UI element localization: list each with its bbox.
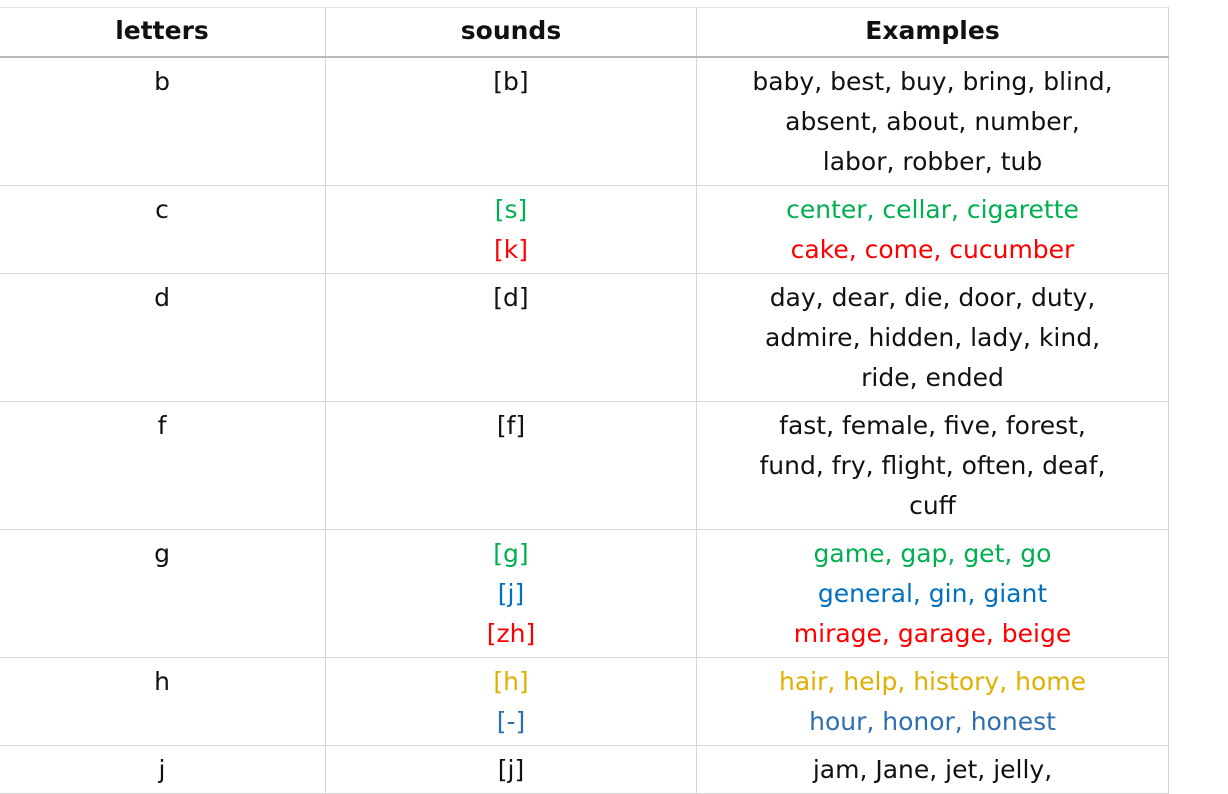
examples-cell: [697, 274, 1169, 402]
header-row: [0, 8, 1169, 58]
example-text: labor, robber, tub: [822, 147, 1043, 176]
header-examples: Examples: [697, 8, 1169, 58]
sound-text: [f]: [496, 411, 526, 440]
header-letters: letters: [0, 8, 326, 58]
table-row: [0, 658, 1169, 746]
examples-cell: [697, 658, 1169, 746]
example-text: ride, ended: [861, 363, 1004, 392]
example-text: admire, hidden, lady, kind,: [764, 323, 1101, 352]
sound-text: [d]: [493, 283, 529, 312]
examples-cell: [697, 530, 1169, 658]
example-text: baby, best, buy, bring, blind,: [752, 67, 1113, 96]
letter-cell: [0, 658, 326, 746]
example-text: general, gin, giant: [817, 579, 1048, 608]
sound-text: [s]: [494, 195, 528, 224]
letter-text: h: [154, 667, 170, 696]
table-row: [0, 274, 1169, 402]
letter-text: g: [154, 539, 170, 568]
sound-text: [j]: [497, 579, 525, 608]
sound-text: [-]: [496, 707, 526, 736]
letter-cell: [0, 274, 326, 402]
sound-text: [b]: [493, 67, 529, 96]
example-text: hair, help, history, home: [779, 667, 1086, 696]
sound-text: [j]: [497, 755, 525, 784]
table-row: [0, 402, 1169, 530]
table-row: [0, 746, 1169, 794]
letter-text: d: [154, 283, 170, 312]
example-text: mirage, garage, beige: [793, 619, 1072, 648]
examples-cell: [697, 186, 1169, 274]
letter-cell: [0, 746, 326, 794]
sound-text: [k]: [494, 235, 528, 264]
example-text: day, dear, die, door, duty,: [769, 283, 1096, 312]
letter-text: f: [157, 411, 167, 440]
table-body: [0, 57, 1169, 794]
examples-cell: [697, 57, 1169, 186]
phonics-table: [0, 7, 1169, 794]
letter-cell: [0, 402, 326, 530]
letter-cell: [0, 186, 326, 274]
example-text: cake, come, cucumber: [790, 235, 1075, 264]
table-row: [0, 57, 1169, 186]
header-sounds: sounds: [326, 8, 697, 58]
examples-cell: [697, 402, 1169, 530]
letter-text: j: [158, 755, 166, 784]
letter-text: c: [155, 195, 169, 224]
letter-text: b: [154, 67, 170, 96]
table-row: [0, 530, 1169, 658]
examples-cell: [697, 746, 1169, 794]
example-text: fund, fry, flight, often, deaf,: [759, 451, 1106, 480]
example-text: absent, about, number,: [785, 107, 1080, 136]
sound-text: [h]: [493, 667, 529, 696]
example-text: fast, female, five, forest,: [779, 411, 1086, 440]
letter-cell: [0, 530, 326, 658]
letter-cell: [0, 57, 326, 186]
example-text: hour, honor, honest: [809, 707, 1056, 736]
sound-text: [zh]: [486, 619, 536, 648]
example-text: jam, Jane, jet, jelly,: [812, 755, 1053, 784]
table-header: [0, 8, 1169, 58]
example-text: game, gap, get, go: [813, 539, 1052, 568]
sound-text: [g]: [493, 539, 529, 568]
example-text: cuff: [909, 491, 956, 520]
table-row: [0, 186, 1169, 274]
example-text: center, cellar, cigarette: [786, 195, 1079, 224]
